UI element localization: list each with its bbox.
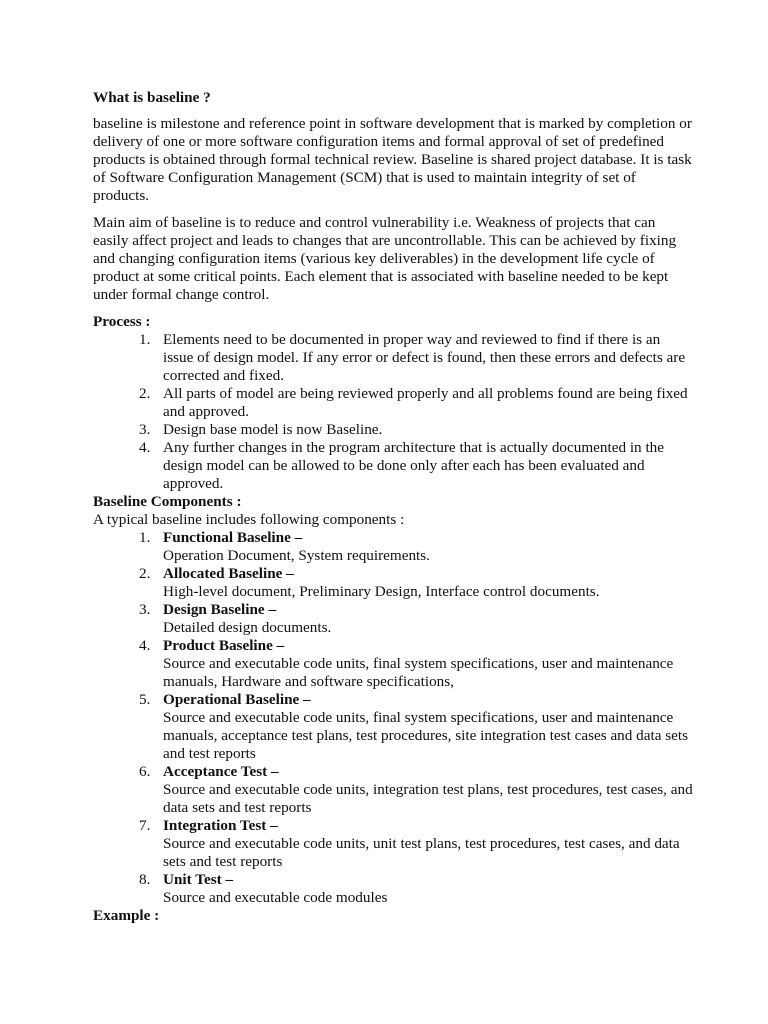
list-number: 8.: [139, 871, 151, 888]
list-item: [93, 439, 693, 493]
document-page: [93, 89, 693, 925]
list-item: [93, 637, 693, 691]
list-number: 3.: [139, 601, 151, 618]
components-intro: A typical baseline includes following components :: [93, 511, 405, 528]
component-description: Source and executable code units, unit test plans, test procedures, test cases, and data sets and test reports: [163, 835, 680, 870]
section-heading-example: Example :: [93, 907, 160, 924]
section-heading-baseline-components: Baseline Components :: [93, 493, 242, 510]
list-item-text: Elements need to be documented in proper way and reviewed to find if there is an issue of design model. If any error or defect is found, then these errors and defects are corrected and fixed.: [163, 331, 686, 384]
list-number: 2.: [139, 385, 151, 402]
component-title: Unit Test –: [163, 871, 234, 888]
component-description: High-level document, Preliminary Design, Interface control documents.: [163, 583, 600, 600]
list-item: [93, 331, 693, 385]
component-title: Operational Baseline –: [163, 691, 311, 708]
process-list: [93, 331, 693, 493]
component-description: Source and executable code units, final system specifications, user and maintenance manuals, acceptance test plans, test procedures, site integration test cases and data sets and test reports: [163, 709, 689, 762]
list-item: [93, 385, 693, 421]
list-number: 5.: [139, 691, 151, 708]
list-number: 3.: [139, 421, 151, 438]
component-title: Design Baseline –: [163, 601, 277, 618]
list-item: [93, 817, 693, 871]
list-item: [93, 691, 693, 763]
list-item: [93, 763, 693, 817]
list-number: 6.: [139, 763, 151, 780]
list-number: 1.: [139, 529, 151, 546]
list-item: [93, 601, 693, 637]
component-title: Functional Baseline –: [163, 529, 303, 546]
component-description: Source and executable code units, integration test plans, test procedures, test cases, and data sets and test reports: [163, 781, 693, 816]
list-item: [93, 529, 693, 565]
component-description: Detailed design documents.: [163, 619, 332, 636]
section-heading-process: Process :: [93, 313, 151, 330]
list-item-text: All parts of model are being reviewed properly and all problems found are being fixed and approved.: [163, 385, 688, 420]
list-number: 2.: [139, 565, 151, 582]
component-description: Operation Document, System requirements.: [163, 547, 430, 564]
paragraph-baseline-aim: Main aim of baseline is to reduce and control vulnerability i.e. Weakness of projects that can easily affect project and leads to changes that are uncontrollable. This can be achieved by fixing and changing configuration items (various key deliverables) in the development life cycle of product at some critical points. Each element that is associated with baseline needed to be kept under formal change control.: [93, 214, 677, 303]
component-description: Source and executable code modules: [163, 889, 388, 906]
paragraph-baseline-definition: baseline is milestone and reference point in software development that is marked by completion or delivery of one or more software configuration items and formal approval of set of predefined products is obtained through formal technical review. Baseline is shared project database. It is task of Software Configuration Management (SCM) that is used to maintain integrity of set of products.: [93, 115, 692, 204]
section-heading-what-is-baseline: What is baseline ?: [93, 89, 211, 106]
list-number: 1.: [139, 331, 151, 348]
component-description: Source and executable code units, final system specifications, user and maintenance manuals, Hardware and software specifications,: [163, 655, 674, 690]
component-title: Product Baseline –: [163, 637, 285, 654]
component-title: Integration Test –: [163, 817, 278, 834]
list-number: 4.: [139, 439, 151, 456]
list-number: 7.: [139, 817, 151, 834]
components-list: [93, 529, 693, 907]
component-title: Acceptance Test –: [163, 763, 279, 780]
list-item-text: Design base model is now Baseline.: [163, 421, 383, 438]
list-number: 4.: [139, 637, 151, 654]
component-title: Allocated Baseline –: [163, 565, 294, 582]
list-item: [93, 565, 693, 601]
list-item-text: Any further changes in the program architecture that is actually documented in the design model can be allowed to be done only after each has been evaluated and approved.: [163, 439, 665, 492]
list-item: [93, 871, 693, 907]
list-item: [93, 421, 693, 439]
